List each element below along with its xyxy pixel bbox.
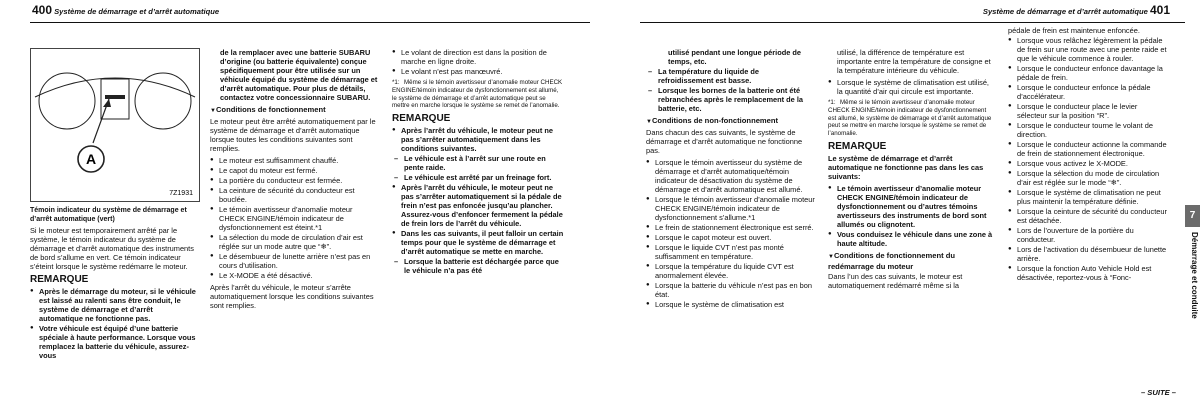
list-item: ● Lorsque le conducteur enfonce davantage la pédale de frein.: [1008, 64, 1168, 82]
list-item: ● La sélection du mode de circulation d’air est réglée sur un mode autre que “❄”.: [210, 233, 380, 251]
list-item: ● Lorsque la ceinture de sécurité du conducteur est détachée.: [1008, 207, 1168, 225]
left-col1: [30, 226, 198, 361]
list-item: ● Le moteur est suffisamment chauffé.: [210, 156, 380, 165]
footnote-text: Même si le témoin avertisseur d’anomalie moteur CHECK ENGINE/témoin indicateur de dysfonctionnement est allumé, le système de démarrage et d’arrêt automatique peut se mettre en marche lorsque le système se remet de l’anomalie.: [392, 79, 563, 110]
footnote-label: *1:: [828, 99, 836, 106]
list-item: ● Après le démarrage du moteur, si le véhicule est laissé au ralenti sans être conduit, le système de démarrage et d’arrêt automatique ne fonctionne pas.: [30, 287, 198, 323]
list-item: ● Lorsque le conducteur enfonce la pédale d’accélérateur.: [1008, 83, 1168, 101]
right-col2-para: Dans l’un des cas suivants, le moteur est automatiquement redémarré même si la: [828, 271, 963, 290]
list-item: ● Après l’arrêt du véhicule, le moteur peut ne pas s’arrêter automatiquement dans les conditions suivantes.: [392, 126, 564, 153]
sub-item: – La température du liquide de refroidissement est basse.: [646, 67, 816, 85]
left-col2: [210, 48, 380, 313]
list-item: ● Le X-MODE a été désactivé.: [210, 271, 380, 280]
list-item: ● Lorsque le système de climatisation est utilisé, la quantité d’air qui circule est importante.: [828, 78, 996, 96]
list-item: ● Lors de l’ouverture de la portière du conducteur.: [1008, 226, 1168, 244]
left-page-header: [32, 3, 220, 17]
footnote-label: *1:: [392, 79, 400, 86]
left-col2-outro: Après l’arrêt du véhicule, le moteur s’arrête automatiquement lorsque les conditions suivantes sont remplies.: [210, 283, 374, 310]
right-page-header: [982, 3, 1170, 17]
left-col3-heading: REMARQUE: [392, 113, 451, 125]
chapter-side-title: Démarrage et conduite: [1190, 232, 1199, 319]
left-page-title: Système de démarrage et d’arrêt automatique: [54, 7, 220, 16]
sub-item: – Lorsque les bornes de la batterie ont été rebranchées après le remplacement de la batterie, etc.: [646, 86, 816, 113]
right-col2: [828, 48, 996, 293]
list-item: ● Le témoin avertisseur d’anomalie moteur CHECK ENGINE/témoin indicateur de dysfonctionnement ou d’autres témoins avertisseurs des instruments de bord sont allumés ou clignotent.: [828, 184, 996, 229]
list-item: ● Lorsque le conducteur actionne la commande de frein de stationnement électronique.: [1008, 140, 1168, 158]
list-item: ● Le capot du moteur est fermé.: [210, 166, 380, 175]
left-col2-intro: de la remplacer avec une batterie SUBARU d’origine (ou batterie équivalente) conçue spécifiquement pour être utilisée sur un véhicule équipé du système de démarrage et d’arrêt automatique. Pour plus de détails, contactez votre concessionnaire SUBARU.: [220, 48, 378, 102]
list-item: ● Lorsque le capot moteur est ouvert.: [646, 233, 816, 242]
right-col1-heading: ▼ Conditions de non-fonctionnement: [646, 116, 816, 127]
list-item: ● Lorsque la fonction Auto Vehicle Hold est désactivée, reportez-vous à “Fonc-: [1008, 264, 1168, 282]
callout-letter: A: [85, 151, 97, 167]
list-item: ● Lorsque vous activez le X-MODE.: [1008, 159, 1168, 168]
instrument-cluster-illustration: [30, 48, 200, 202]
list-item: ● Lorsque le témoin avertisseur d’anomalie moteur CHECK ENGINE/témoin indicateur de dysfonctionnement s’allume.*1: [646, 195, 816, 222]
list-item: ● Lorsque le témoin avertisseur du système de démarrage et d’arrêt automatique/témoin indicateur de désactivation du système de démarrage et d’arrêt automatique est allumé.: [646, 158, 816, 194]
footnote-text: Même si le témoin avertisseur d’anomalie moteur CHECK ENGINE/témoin indicateur de dysfonctionnement est allumé, le système de démarrage et d’arrêt automatique peut se mettre en marche lorsque le système se remet de l’anomalie.: [828, 99, 992, 138]
list-item: ● Vous conduisez le véhicule dans une zone à haute altitude.: [828, 230, 996, 248]
list-item: ● Lorsque la batterie du véhicule n’est pas en bon état.: [646, 281, 816, 299]
list-item: ● Le volant de direction est dans la position de marche en ligne droite.: [392, 48, 564, 66]
right-col1-para: Dans chacun des cas suivants, le système de démarrage et d’arrêt automatique ne fonctionne pas.: [646, 128, 803, 155]
left-col1-para: Si le moteur est temporairement arrêté par le système, le témoin indicateur du système de démarrage et d’arrêt automatique des instruments de bord s’allume en vert. Ce témoin indicateur s’éteint lorsque le système redémarre le moteur.: [30, 226, 194, 271]
dashboard-drawing: [31, 49, 199, 201]
list-item: ● Lorsque la température du liquide CVT est anormalement élevée.: [646, 262, 816, 280]
right-col3: [1008, 26, 1168, 283]
figure-code: 7Z1931: [169, 190, 193, 197]
list-item: ● Le frein de stationnement électronique est serré.: [646, 223, 816, 232]
list-item: ● Lorsque vous relâchez légèrement la pédale de frein sur une route avec une pente raide et que le véhicule commence à rouler.: [1008, 36, 1168, 63]
list-item: ● Le témoin avertisseur d’anomalie moteur CHECK ENGINE/témoin indicateur de dysfonctionnement est éteint.*1: [210, 205, 380, 232]
right-header-rule: [640, 22, 1185, 23]
list-item: ● Le désembueur de lunette arrière n’est pas en cours d’utilisation.: [210, 252, 380, 270]
sub-item: – Le véhicule est arrêté par un freinage fort.: [392, 173, 564, 182]
list-item: ● Lorsque la sélection du mode de circulation d’air est réglée sur le mode “❄”.: [1008, 169, 1168, 187]
list-item: ● Lors de l’activation du désembueur de lunette arrière.: [1008, 245, 1168, 263]
left-col2-para: Le moteur peut être arrêté automatiquement par le système de démarrage et d’arrêt automatique lorsque toutes les conditions suivantes sont remplies.: [210, 117, 376, 153]
list-item: ● La ceinture de sécurité du conducteur est bouclée.: [210, 186, 380, 204]
list-item: ● Lorsque le conducteur place le levier sélecteur sur la position “R”.: [1008, 102, 1168, 120]
right-page-title: Système de démarrage et d’arrêt automatique: [982, 7, 1148, 16]
list-item: ● Dans les cas suivants, il peut falloir un certain temps pour que le système de démarrage et d’arrêt automatique se mette en marche.: [392, 229, 564, 256]
list-item: ● Votre véhicule est équipé d’une batterie spéciale à haute performance. Lorsque vous remplacez la batterie du véhicule, assurez-vous: [30, 324, 198, 360]
list-item: ● La portière du conducteur est fermée.: [210, 176, 380, 185]
right-page-number: 401: [1149, 3, 1170, 17]
right-col1-cont: utilisé pendant une longue période de temps, etc.: [668, 48, 802, 66]
left-col3: [392, 48, 564, 276]
left-page-number: 400: [32, 3, 53, 17]
suite-marker: – SUITE –: [1140, 388, 1176, 397]
sub-item: – Le véhicule est à l’arrêt sur une route en pente raide.: [392, 154, 564, 172]
list-item: ● Lorsque le liquide CVT n’est pas monté suffisamment en température.: [646, 243, 816, 261]
right-col2-cont: utilisé, la différence de température est importante entre la température de consigne et la température intérieure du véhicule.: [837, 48, 991, 75]
list-item: ● Après l’arrêt du véhicule, le moteur peut ne pas s’arrêter automatiquement si la pédale de frein n’est pas enfoncée jusqu’au plancher. Assurez-vous d’enfoncer fermement la pédale de frein lors de l’arrêt du véhicule.: [392, 183, 564, 228]
left-col2-heading: ▼ Conditions de fonctionnement: [210, 105, 380, 116]
right-col2-intro: Le système de démarrage et d’arrêt automatique ne fonctionne pas dans les cas suivants:: [828, 153, 984, 181]
list-item: ● Le volant n’est pas manœuvré.: [392, 67, 564, 76]
illustration-caption: Témoin indicateur du système de démarrage et d’arrêt automatique (vert): [30, 207, 187, 223]
list-item: ● Lorsque le système de climatisation est: [646, 300, 816, 309]
right-col1: [646, 48, 816, 310]
chapter-tab: 7: [1185, 205, 1200, 227]
list-item: ● Lorsque le système de climatisation ne peut plus maintenir la température définie.: [1008, 188, 1168, 206]
sub-item: – Lorsque la batterie est déchargée parce que le véhicule n’a pas été: [392, 257, 564, 275]
left-col1-heading: REMARQUE: [30, 274, 89, 285]
list-item: ● Lorsque le conducteur tourne le volant de direction.: [1008, 121, 1168, 139]
right-col2-heading2: ▼ Conditions de fonctionnement du redémarrage du moteur: [828, 251, 996, 271]
right-col2-heading: REMARQUE: [828, 140, 887, 152]
right-col3-cont: pédale de frein est maintenue enfoncée.: [1008, 26, 1140, 35]
left-header-rule: [30, 22, 590, 23]
